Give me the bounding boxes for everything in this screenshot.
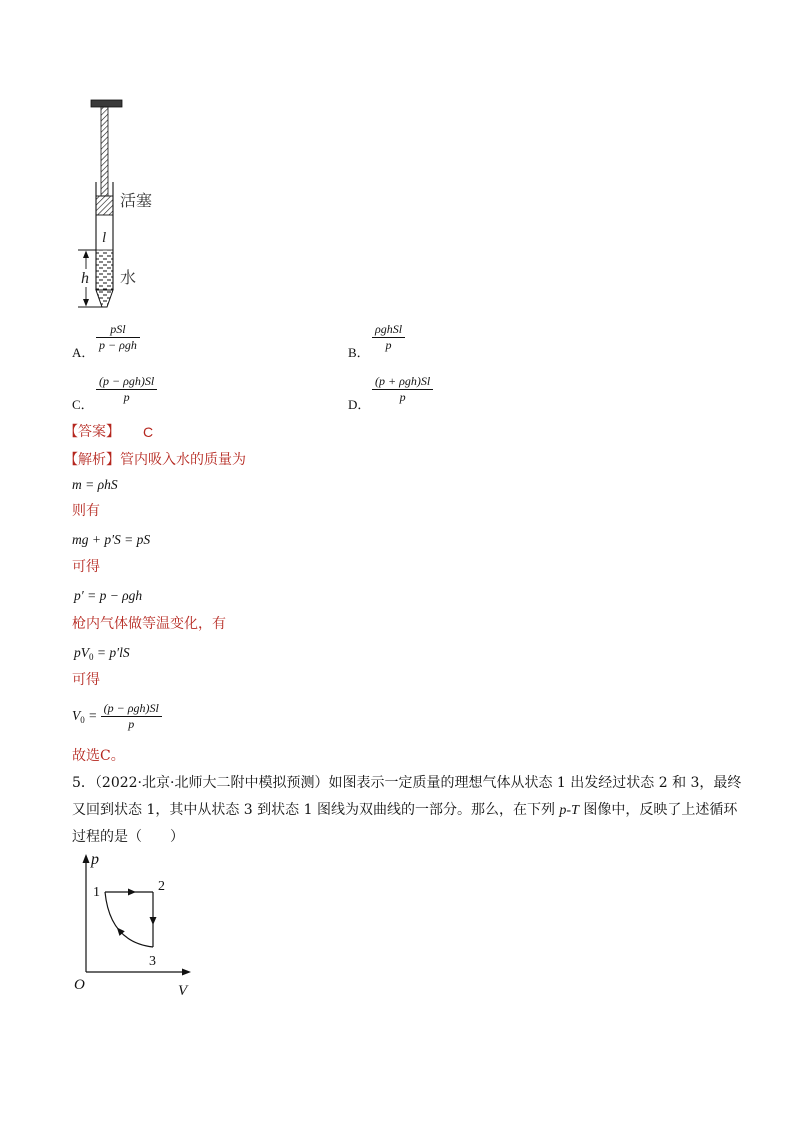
- equation-volume-lhs-group: [72, 708, 101, 725]
- x-axis-label: V: [178, 983, 188, 999]
- option-b-letter: B．: [348, 345, 370, 360]
- syringe-tip: [96, 290, 113, 307]
- analysis-conclusion: 故选C。: [72, 748, 125, 764]
- state-1-label: 1: [93, 885, 100, 900]
- question5-text-2b: 图像中，反映了上述循环: [578, 802, 738, 818]
- equation-boyle: [74, 645, 130, 662]
- analysis-can-get-1: 可得: [72, 559, 100, 575]
- water-column: [96, 250, 113, 290]
- syringe-figure: [70, 95, 170, 315]
- origin-label: O: [74, 977, 85, 993]
- piston-label: 活塞: [120, 191, 153, 210]
- water-label: 水: [120, 268, 137, 287]
- question5-number: 5．: [72, 775, 95, 791]
- equation-volume-denominator: p: [128, 717, 135, 731]
- option-b-fraction: [372, 321, 405, 353]
- analysis-then-have: 则有: [72, 503, 100, 519]
- equation-volume-fraction: [101, 700, 162, 732]
- option-c-letter: C．: [72, 397, 94, 412]
- height-label: h: [81, 270, 89, 287]
- option-d-fraction: [372, 373, 433, 405]
- state-2-label: 2: [158, 879, 165, 894]
- plunger-handle: [91, 100, 122, 107]
- option-d-denominator: p: [399, 390, 406, 404]
- option-b-denominator: p: [385, 338, 392, 352]
- x-axis-arrow: [182, 969, 191, 976]
- equation-mass: m = ρhS: [72, 477, 118, 492]
- option-a-letter: A．: [72, 345, 95, 360]
- question5-text-1: 如图表示一定质量的理想气体从状态 1 出发经过状态 2 和 3，最终: [328, 775, 742, 791]
- option-d-numerator: (p + ρgh)Sl: [372, 373, 433, 390]
- option-d-letter: D．: [348, 397, 371, 412]
- option-a-denominator: p − ρgh: [99, 338, 137, 352]
- equation-volume-lhs: V: [72, 707, 81, 723]
- question5-line1: [72, 775, 741, 791]
- option-c-fraction: [96, 373, 157, 405]
- equation-volume: [72, 700, 162, 732]
- arrow-1-to-2: [128, 889, 136, 896]
- height-arrowhead-up: [83, 251, 89, 259]
- process-3-to-1-hyperbola: [105, 892, 153, 947]
- pv-graph: [70, 850, 200, 1000]
- question5-line3: 过程的是（ ）: [72, 829, 184, 845]
- option-a-fraction: [96, 321, 140, 353]
- option-c-denominator: p: [123, 390, 130, 404]
- analysis-can-get-2: 可得: [72, 672, 100, 688]
- equation-boyle-lhs: pV: [74, 645, 89, 660]
- y-axis-label: p: [91, 851, 99, 868]
- air-column-label: l: [102, 230, 107, 246]
- analysis-isothermal: 枪内气体做等温变化，有: [72, 616, 226, 632]
- analysis-intro: 管内吸入水的质量为: [120, 452, 246, 468]
- question5-text-2a: 又回到状态 1，其中从状态 3 到状态 1 图线为双曲线的一部分。那么，在下列: [72, 802, 560, 818]
- answer-tag: 【答案】: [64, 424, 120, 440]
- question5-graph-type: p-T: [559, 803, 579, 818]
- equation-volume-numerator: (p − ρgh)Sl: [101, 700, 162, 717]
- equation-boyle-rhs: = p′lS: [93, 645, 130, 660]
- analysis-tag: 【解析】: [64, 452, 120, 468]
- y-axis-arrow: [83, 854, 90, 863]
- equation-pressure: p′ = p − ρgh: [74, 588, 143, 603]
- piston: [96, 196, 113, 215]
- equation-volume-subscript: 0: [80, 714, 85, 725]
- answer-value: C: [143, 424, 154, 440]
- equation-volume-equals: =: [84, 707, 101, 723]
- plunger-rod: [101, 107, 108, 196]
- option-c-numerator: (p − ρgh)Sl: [96, 373, 157, 390]
- question5-line2: [72, 802, 737, 819]
- state-3-label: 3: [149, 954, 156, 969]
- question5-source: （2022·北京·北师大二附中模拟预测）: [94, 775, 329, 791]
- height-arrowhead-down: [83, 299, 89, 307]
- arrow-2-to-3: [150, 917, 157, 925]
- option-b-numerator: ρghSl: [372, 321, 405, 338]
- option-a-numerator: pSl: [96, 321, 140, 338]
- equation-boyle-subscript: 0: [89, 652, 94, 662]
- equation-force-balance: mg + p′S = pS: [72, 532, 151, 547]
- analysis-intro-line: [64, 452, 246, 468]
